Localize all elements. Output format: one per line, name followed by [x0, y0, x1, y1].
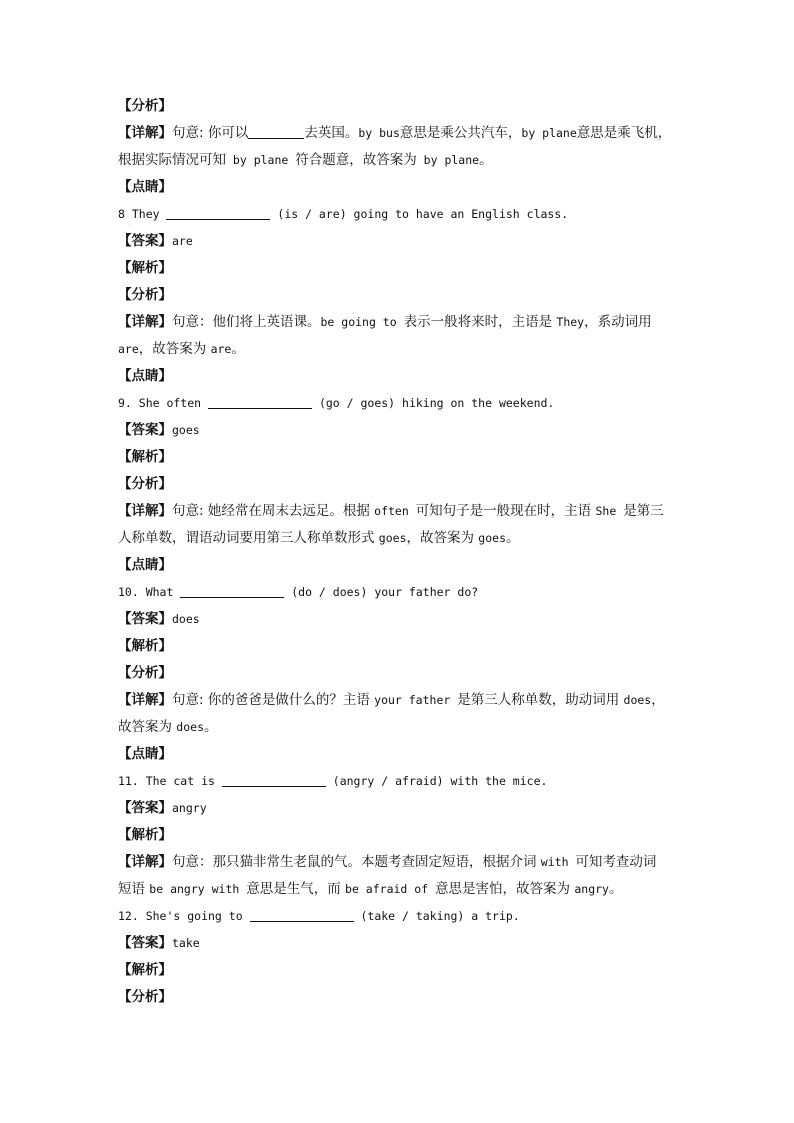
answer-blank [222, 772, 326, 787]
english-text: often [374, 504, 416, 518]
answer-tag: 【答案】 [118, 233, 172, 249]
answer-blank [250, 907, 354, 922]
answer-value: does [172, 612, 200, 626]
english-text: 10. What [118, 585, 181, 599]
english-text: goes [378, 531, 407, 545]
detail-tag: 【详解】 [118, 125, 172, 141]
chinese-text: 意思是乘公共汽车， [399, 125, 522, 141]
section-tag: 【分析】 [118, 476, 172, 492]
chinese-text: 句意：那只猫非常生老鼠的气。本题考查固定短语，根据介词 [172, 854, 541, 870]
section-tag: 【点睛】 [118, 179, 172, 195]
section-tag: 【点睛】 [118, 557, 172, 573]
section-heading [118, 282, 678, 309]
english-text: (take / taking) a trip. [353, 909, 520, 923]
chinese-text: ，系动词用 [584, 314, 652, 330]
question-line [118, 390, 678, 417]
english-text: by plane [226, 153, 296, 167]
chinese-text: 意思是害怕，故答案为 [435, 881, 575, 897]
section-tag: 【解析】 [118, 638, 172, 654]
english-text: 12. She's going to [118, 909, 250, 923]
section-heading [118, 471, 678, 498]
chinese-text: 故答案为 [118, 719, 177, 735]
english-text: are [118, 342, 139, 356]
answer-tag: 【答案】 [118, 611, 172, 627]
english-text: by bus [358, 126, 400, 140]
chinese-text: 句意: 你的爸爸是做什么的？主语 [172, 692, 375, 708]
english-text: goes [478, 531, 506, 545]
english-text: with [540, 855, 576, 869]
chinese-text: 。 [608, 881, 623, 897]
section-heading [118, 741, 678, 768]
answer-blank [166, 205, 270, 220]
answer-line [118, 795, 678, 822]
answer-blank [208, 394, 312, 409]
english-text: (go / goes) hiking on the weekend. [312, 396, 555, 410]
section-tag: 【解析】 [118, 827, 172, 843]
chinese-text: 符合题意，故答案为 [295, 152, 417, 168]
english-text: by plane [416, 153, 480, 167]
detail-tag: 【详解】 [118, 314, 172, 330]
english-text: does [623, 693, 652, 707]
detail-tag: 【详解】 [118, 692, 172, 708]
document-page [118, 93, 678, 1011]
english-text: 11. The cat is [118, 774, 222, 788]
detail-line [118, 120, 678, 147]
chinese-text: 。 [506, 530, 520, 546]
section-tag: 【分析】 [118, 287, 172, 303]
chinese-text: 可知句子是一般现在时，主语 [415, 503, 596, 519]
answer-tag: 【答案】 [118, 935, 172, 951]
chinese-text: 意思是乘飞机， [576, 125, 672, 141]
english-text: does [176, 720, 204, 734]
english-text: They [556, 315, 585, 329]
english-text: 8 They [118, 207, 167, 221]
section-heading [118, 444, 678, 471]
chinese-text: 是第三人称单数，助动词用 [457, 692, 624, 708]
english-text: (angry / afraid) with the mice. [325, 774, 548, 788]
answer-blank [248, 124, 304, 139]
english-text: (do / does) your father do? [284, 585, 479, 599]
answer-tag: 【答案】 [118, 800, 172, 816]
english-text: be afraid of [345, 882, 436, 896]
question-line [118, 768, 678, 795]
section-heading [118, 174, 678, 201]
question-line [118, 903, 678, 930]
section-heading [118, 957, 678, 984]
chinese-text: 表示一般将来时，主语是 [403, 314, 557, 330]
stray-dot: · [128, 222, 130, 228]
detail-tag: 【详解】 [118, 854, 172, 870]
section-heading [118, 93, 678, 120]
chinese-text: 去英国。 [304, 125, 359, 141]
section-tag: 【分析】 [118, 98, 172, 114]
continuation-line [118, 876, 678, 903]
answer-line [118, 228, 678, 255]
english-text: 9. She often [118, 396, 209, 410]
detail-tag: 【详解】 [118, 503, 172, 519]
english-text: angry [574, 882, 609, 896]
answer-value: take [172, 936, 200, 950]
answer-value: angry [172, 801, 207, 815]
section-heading [118, 633, 678, 660]
answer-value: are [172, 234, 193, 248]
english-text: be angry with [149, 882, 247, 896]
english-text: (is / are) going to have an English class. [270, 207, 569, 221]
section-tag: 【解析】 [118, 449, 172, 465]
chinese-text: 短语 [118, 881, 150, 897]
chinese-text: 。 [204, 719, 218, 735]
answer-line [118, 417, 678, 444]
section-tag: 【分析】 [118, 989, 172, 1005]
chinese-text: ，故答案为 [406, 530, 479, 546]
chinese-text: 。 [231, 341, 245, 357]
continuation-line [118, 525, 678, 552]
detail-line [118, 309, 678, 336]
continuation-line [118, 336, 678, 363]
chinese-text: 句意: 你可以 [172, 125, 249, 141]
section-tag: 【分析】 [118, 665, 172, 681]
english-text: be going to [320, 315, 404, 329]
answer-line [118, 930, 678, 957]
chinese-text: 根据实际情况可知 [118, 152, 226, 168]
detail-line [118, 687, 678, 714]
section-tag: 【点睛】 [118, 368, 172, 384]
section-heading [118, 984, 678, 1011]
section-heading [118, 363, 678, 390]
section-heading [118, 552, 678, 579]
section-heading [118, 822, 678, 849]
section-heading [118, 660, 678, 687]
section-tag: 【点睛】 [118, 746, 172, 762]
chinese-text: 句意：他们将上英语课。 [172, 314, 321, 330]
chinese-text: 意思是生气，而 [246, 881, 346, 897]
detail-line [118, 498, 678, 525]
chinese-text: ， [651, 692, 665, 708]
question-line [118, 201, 678, 228]
continuation-line [118, 714, 678, 741]
answer-tag: 【答案】 [118, 422, 172, 438]
english-text: are [210, 342, 232, 356]
english-text: your father [374, 693, 458, 707]
section-heading [118, 255, 678, 282]
chinese-text: 可知考查动词 [575, 854, 657, 870]
answer-blank [180, 583, 284, 598]
question-line [118, 579, 678, 606]
section-tag: 【解析】 [118, 962, 172, 978]
section-tag: 【解析】 [118, 260, 172, 276]
chinese-text: 是第三 [623, 503, 664, 519]
chinese-text: ，故答案为 [138, 341, 211, 357]
english-text: She [595, 504, 624, 518]
continuation-line [118, 147, 678, 174]
english-text: by plane [521, 126, 577, 140]
chinese-text: 人称单数，谓语动词要用第三人称单数形式 [118, 530, 379, 546]
chinese-text: 句意: 她经常在周末去远足。根据 [172, 503, 375, 519]
answer-line [118, 606, 678, 633]
detail-line [118, 849, 678, 876]
answer-value: goes [172, 423, 200, 437]
chinese-text: 。 [479, 152, 493, 168]
